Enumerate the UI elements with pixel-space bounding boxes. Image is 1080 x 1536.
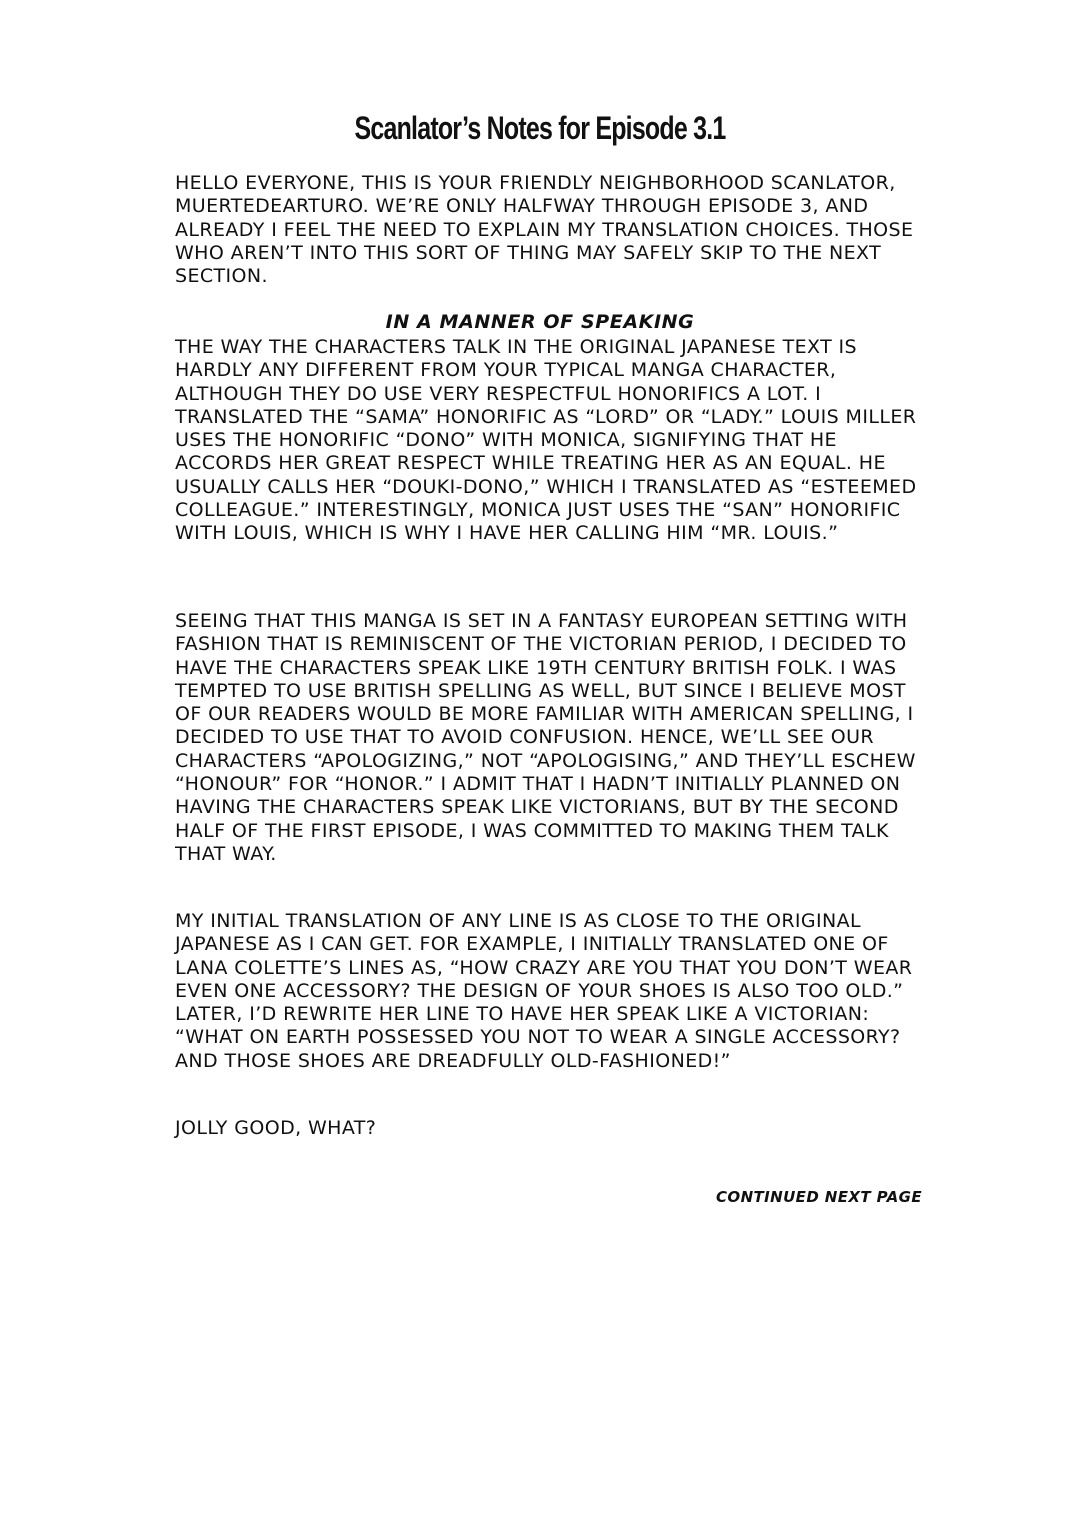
- paragraph-initial-translation: MY INITIAL TRANSLATION OF ANY LINE IS AS CLOSE TO THE ORIGINAL JAPANESE AS I CAN GET. FOR EXAMPLE, I INITIALLY TRANSLATED ONE OF LANA COLETTE’S LINES AS, “HOW CRAZY ARE YOU THAT YOU DON’T WEAR EVEN ONE ACCESSORY? THE DESIGN OF YOUR SHOES IS ALSO TOO OLD.” LATER, I’D REWRITE HER LINE TO HAVE HER SPEAK LIKE A VICTORIAN: “WHAT ON EARTH POSSESSED YOU NOT TO WEAR A SINGLE ACCESSORY? AND THOSE SHOES ARE DREADFULLY OLD-FASHIONED!”: [175, 910, 913, 1072]
- paragraph-honorifics: THE WAY THE CHARACTERS TALK IN THE ORIGINAL JAPANESE TEXT IS HARDLY ANY DIFFERENT FROM YOUR TYPICAL MANGA CHARACTER, ALTHOUGH THEY DO USE VERY RESPECTFUL HONORIFICS A LOT. I TRANSLATED THE “SAMA” HONORIFIC AS “LORD” OR “LADY.” LOUIS MILLER USES THE HONORIFIC “DONO” WITH MONICA, SIGNIFYING THAT HE ACCORDS HER GREAT RESPECT WHILE TREATING HER AS AN EQUAL. HE USUALLY CALLS HER “DOUKI-DONO,” WHICH I TRANSLATED AS “ESTEEMED COLLEAGUE.” INTERESTINGLY, MONICA JUST USES THE “SAN” HONORIFIC WITH LOUIS, WHICH IS WHY I HAVE HER CALLING HIM “MR. LOUIS.”: [175, 336, 917, 545]
- continued-note: CONTINUED NEXT PAGE: [716, 1188, 922, 1206]
- paragraph-closing: JOLLY GOOD, WHAT?: [175, 1117, 377, 1139]
- page-title: Scanlator’s Notes for Episode 3.1: [354, 110, 726, 146]
- section-heading: IN A MANNER OF SPEAKING: [385, 311, 695, 333]
- intro-paragraph: HELLO EVERYONE, THIS IS YOUR FRIENDLY NEIGHBORHOOD SCANLATOR, MUERTEDEARTURO. WE’RE ONLY HALFWAY THROUGH EPISODE 3, AND ALREADY I FEEL THE NEED TO EXPLAIN MY TRANSLATION CHOICES. THOSE WHO AREN’T INTO THIS SORT OF THING MAY SAFELY SKIP TO THE NEXT SECTION.: [175, 172, 914, 288]
- paragraph-victorian-speech: SEEING THAT THIS MANGA IS SET IN A FANTASY EUROPEAN SETTING WITH FASHION THAT IS REMINISCENT OF THE VICTORIAN PERIOD, I DECIDED TO HAVE THE CHARACTERS SPEAK LIKE 19TH CENTURY BRITISH FOLK. I WAS TEMPTED TO USE BRITISH SPELLING AS WELL, BUT SINCE I BELIEVE MOST OF OUR READERS WOULD BE MORE FAMILIAR WITH AMERICAN SPELLING, I DECIDED TO USE THAT TO AVOID CONFUSION. HENCE, WE’LL SEE OUR CHARACTERS “APOLOGIZING,” NOT “APOLOGISING,” AND THEY’LL ESCHEW “HONOUR” FOR “HONOR.” I ADMIT THAT I HADN’T INITIALLY PLANNED ON HAVING THE CHARACTERS SPEAK LIKE VICTORIANS, BUT BY THE SECOND HALF OF THE FIRST EPISODE, I WAS COMMITTED TO MAKING THEM TALK THAT WAY.: [175, 610, 916, 865]
